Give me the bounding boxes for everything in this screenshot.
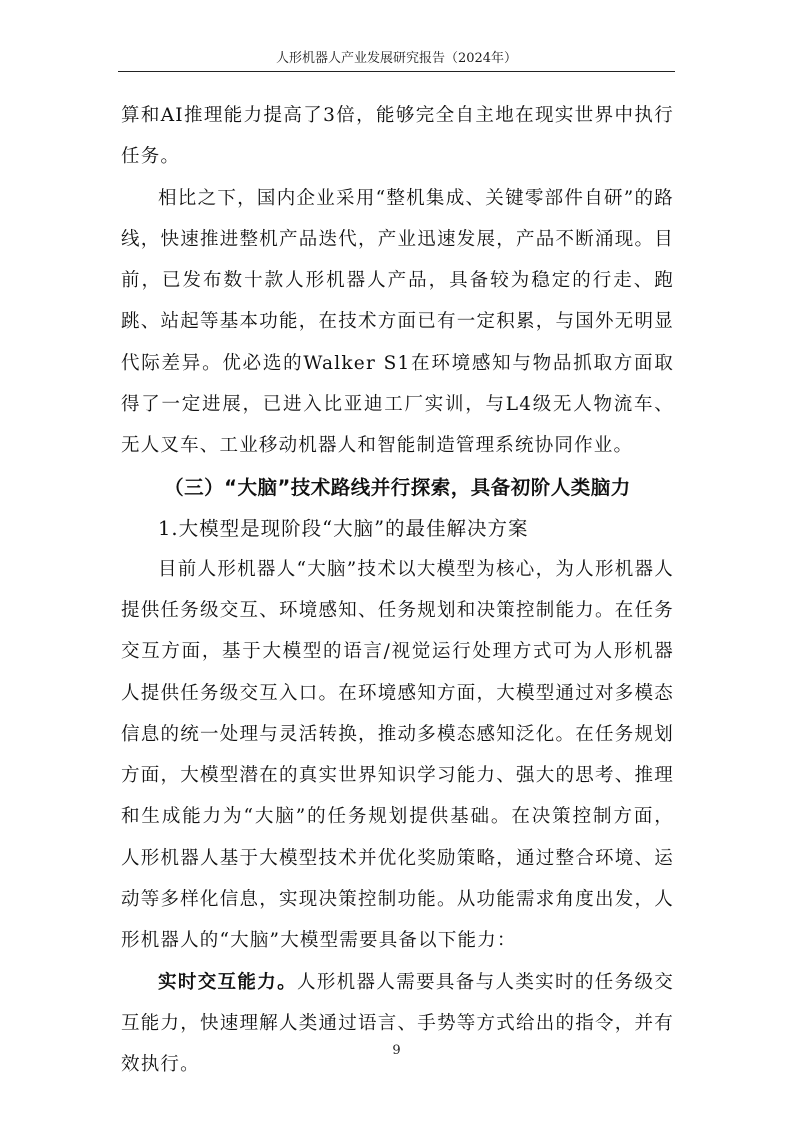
- section-heading: （三）“大脑”技术路线并行探索，具备初阶人类脑力: [164, 475, 631, 499]
- paragraph-realtime-interaction: [121, 962, 674, 1086]
- subsection-heading: 1.大模型是现阶段“大脑”的最佳解决方案: [158, 516, 529, 540]
- page-number: 9: [392, 1043, 401, 1058]
- paragraph-domestic: 相比之下，国内企业采用“整机集成、关键零部件自研”的路线，快速推进整机产品迭代，产业迅速发展，产品不断涌现。目前，已发布数十款人形机器人产品，具备较为稳定的行走、跑跳、站起等基本功能，在技术方面已有一定积累，与国外无明显代际差异。优必选的Walker S1在环境感知与物品抓取方面取得了一定进展，已进入比亚迪工厂实训，与L4级无人物流车、无人叉车、工业移动机器人和智能制造管理系统协同作业。: [121, 187, 674, 457]
- paragraph-brain-model: 目前人形机器人“大脑”技术以大模型为核心，为人形机器人提供任务级交互、环境感知、任务规划和决策控制能力。在任务交互方面，基于大模型的语言/视觉运行处理方式可为人形机器人提供任务级交互入口。在环境感知方面，大模型通过对多模态信息的统一处理与灵活转换，推动多模态感知泛化。在任务规划方面，大模型潜在的真实世界知识学习能力、强大的思考、推理和生成能力为“大脑”的任务规划提供基础。在决策控制方面，人形机器人基于大模型技术并优化奖励策略，通过整合环境、运动等多样化信息，实现决策控制功能。从功能需求角度出发，人形机器人的“大脑”大模型需要具备以下能力：: [121, 558, 674, 952]
- paragraph-continued: 算和AI推理能力提高了3倍，能够完全自主地在现实世界中执行任务。: [121, 105, 674, 168]
- document-body: [121, 95, 674, 1086]
- header-rule: [118, 71, 675, 72]
- realtime-interaction-lead: 实时交互能力。: [158, 971, 297, 993]
- realtime-interaction-text: 人形机器人需要具备与人类实时的任务级交互能力，快速理解人类通过语言、手势等方式给出的指令，并有效执行。: [121, 971, 674, 1076]
- running-header: 人形机器人产业发展研究报告（2024年）: [275, 51, 518, 66]
